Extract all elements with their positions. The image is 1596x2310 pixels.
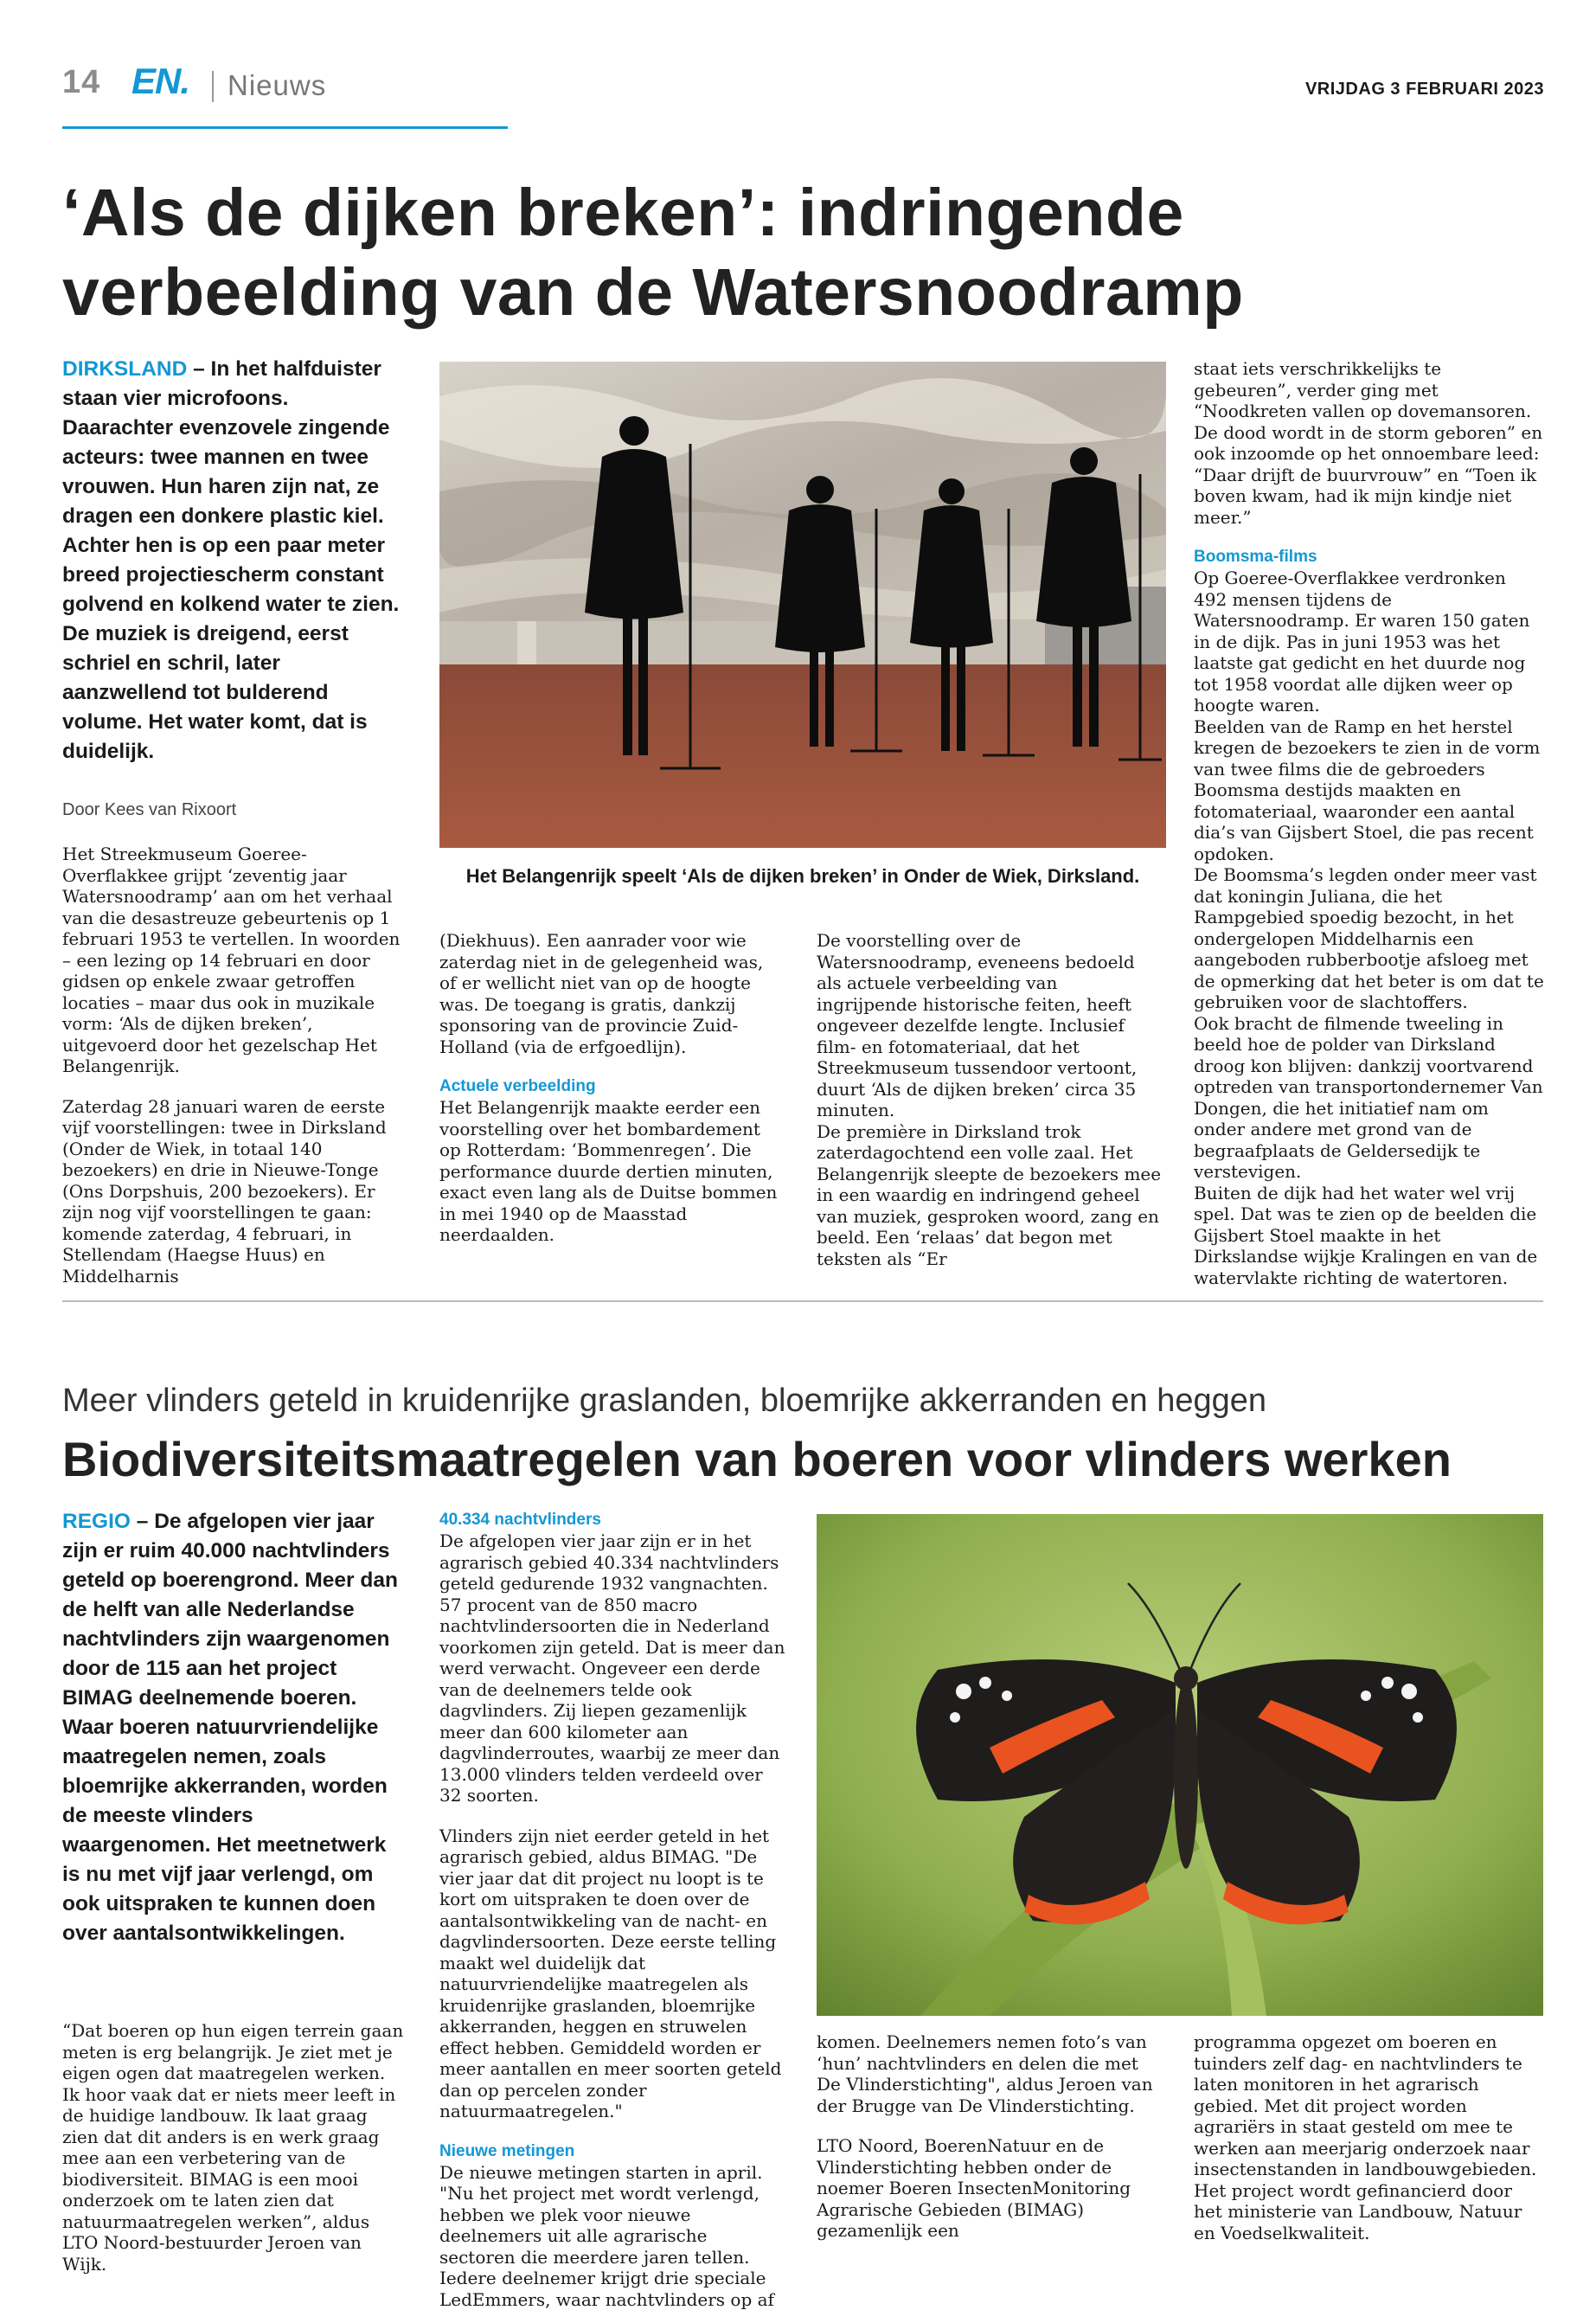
article1-paragraph: Beelden van de Ramp en het herstel kregen de bezoekers te zien in de vorm van twee films die de gebroeders Boomsma destijds maakten en fotomateriaal, waaronder een aantal dia’s van Gijsbert Stoel, die pas recent opdoken.: [1194, 716, 1544, 865]
article1-lead: [62, 355, 404, 767]
article2-paragraph: programma opgezet om boeren en tuinders zelf dag- en nachtvlinders te laten monitoren in het agrarisch gebied. Met dit project worden agrariërs in staat gesteld om mee te werken aan meerjarig onderzoek naar insectenstanden in landbouwgebieden. Het project wordt gefinancierd door het ministerie van Landbouw, Natuur en Voedselkwaliteit.: [1194, 2031, 1544, 2243]
article1-paragraph: Het Belangenrijk maakte eerder een voorstelling over het bombardement op Rotterdam: ‘Bommenregen’. Die performance duurde dertien minuten, exact even lang als de Duitse bommen in mei 1940 op de Maasstad neerdaalden.: [439, 1097, 785, 1246]
article2-paragraph: De afgelopen vier jaar zijn er in het agrarisch gebied 40.334 nachtvlinders geteld gedurende 1932 vangnachten. 57 procent van de 850 macro nachtvlindersoorten die in Nederland voorkomen zijn geteld. Dat is meer dan werd verwacht. Ongeveer een derde van de deelnemers telde ook dagvlinders. Zij liepen gezamenlijk meer dan 600 kilometer aan dagvlinderroutes, waarbij ze meer dan 13.000 vlinders telden verdeeld over 32 soorten.: [439, 1530, 785, 1806]
article1-paragraph: De Boomsma’s legden onder meer vast dat koningin Juliana, die het Rampgebied spoedig bezocht, in het ondergelopen Middelharnis een aangeboden rubberbootje afsloeg met de opmerking dat het beter is om dat te gebruiken voor de slachtoffers.: [1194, 864, 1544, 1013]
header-divider: [212, 71, 214, 102]
article2-paragraph: LTO Noord, BoerenNatuur en de Vlinderstichting hebben onder de noemer Boeren InsectenMonitoring Agrarische Gebieden (BIMAG) gezamenlijk een: [817, 2135, 1163, 2242]
article2-paragraph: “Dat boeren op hun eigen terrein gaan meten is erg belangrijk. Je ziet met je eigen ogen dat maatregelen werken. Ik hoor vaak dat er niets meer leeft in de huidige landbouw. Ik laat graag zien dat dit anders is en werk graag mee aan een verbetering van de biodiversiteit. BIMAG is een mooi onderzoek om te laten zien dat natuurmaatregelen werken”, aldus LTO Noord-bestuurder Jeroen van Wijk.: [62, 2020, 404, 2275]
header-accent-line: [62, 126, 508, 129]
article2-lead: [62, 1507, 404, 1948]
article1-paragraph: Zaterdag 28 januari waren de eerste vijf voorstellingen: twee in Dirksland (Onder de Wiek, in totaal 140 bezoekers) en drie in Nieuwe-Tonge (Ons Dorpshuis, 200 bezoekers). Er zijn nog vijf voorstellingen te gaan: komende zaterdag, 4 februari, in Stellendam (Haegse Huus) en Middelharnis: [62, 1096, 404, 1287]
article2-column-1: [62, 2020, 404, 2275]
article2-subheading: 40.334 nachtvlinders: [439, 1510, 785, 1530]
article1-subheading: Boomsma-films: [1194, 547, 1544, 568]
article2-dateline: REGIO: [62, 1510, 131, 1533]
article1-paragraph: Buiten de dijk had het water wel vrij spel. Dat was te zien op de beelden die Gijsbert Stoel maakte in het Dirkslandse wijkje Kralingen en van de watervlakte richting de watertoren.: [1194, 1183, 1544, 1289]
article2-subheading: Nieuwe metingen: [439, 2141, 785, 2162]
article1-subheading: Actuele verbeelding: [439, 1076, 785, 1097]
article1-headline: ‘Als de dijken breken’: indringende verbeelding van de Watersnoodramp: [62, 173, 1533, 332]
page-number: 14: [62, 64, 100, 101]
article1-photo: [439, 362, 1166, 848]
section-label: Nieuws: [228, 69, 326, 102]
publication-logo: EN.: [131, 61, 189, 102]
article2-headline: Biodiversiteitsmaatregelen van boeren voor vlinders werken: [62, 1431, 1452, 1487]
article1-photo-caption: Het Belangenrijk speelt ‘Als de dijken breken’ in Onder de Wiek, Dirksland.: [439, 865, 1166, 888]
article2-paragraph: De nieuwe metingen starten in april. "Nu het project met wordt verlengd, hebben we plek voor nieuwe deelnemers uit alle agrarische sectoren die meerdere jaren tellen. Iedere deelnemer krijgt drie speciale LedEmmers, waar nachtvlinders op af: [439, 2162, 785, 2310]
article1-paragraph: De voorstelling over de Watersnoodramp, eveneens bedoeld als actuele verbeelding van ingrijpende historische feiten, heeft ongeveer dezelfde lengte. Inclusief film- en fotomateriaal, dat het Streekmuseum tussendoor vertoont, duurt ‘Als de dijken breken’ circa 35 minuten.: [817, 930, 1163, 1121]
article1-paragraph: staat iets verschrikkelijks te gebeuren”, verder ging met “Noodkreten vallen op dovemansoren. De dood wordt in de storm geboren” en ook inzoomde op het onnoembare leed: “Daar drijft de buurvrouw” en “Toen ik boven kwam, had ik mijn kindje niet meer.”: [1194, 358, 1544, 528]
article2-pretitle: Meer vlinders geteld in kruidenrijke graslanden, bloemrijke akkerranden en heggen: [62, 1383, 1266, 1420]
article1-column-3: [817, 930, 1163, 1269]
article1-paragraph: (Diekhuus). Een aanrader voor wie zaterdag niet in de gelegenheid was, of er wellicht niet van op de hoogte was. De toegang is gratis, dankzij sponsoring van de provincie Zuid-Holland (via de erfgoedlijn).: [439, 930, 785, 1057]
article-divider: [62, 1300, 1543, 1302]
article1-paragraph: Ook bracht de filmende tweeling in beeld hoe de polder van Dirksland droog kon blijven: dankzij voortvarend optreden van transportondernemer Van Dongen, die het initiatief nam om onder andere met grond van de begraafplaats de Geldersedijk te verstevigen.: [1194, 1013, 1544, 1183]
article2-lead-text: – De afgelopen vier jaar zijn er ruim 40.000 nachtvlinders geteld op boerengrond. Meer dan de helft van alle Nederlandse nachtvlinders zijn waargenomen door de 115 aan het project BIMAG deelnemende boeren. Waar boeren natuurvriendelijke maatregelen nemen, zoals bloemrijke akkerranden, worden de meeste vlinders waargenomen. Het meetnetwerk is nu met vijf jaar verlengd, om ook uitspraken te kunnen doen over aantalsontwikkelingen.: [62, 1510, 398, 1945]
article1-paragraph: De première in Dirksland trok zaterdagochtend een volle zaal. Het Belangenrijk sleepte de bezoekers mee in een waardig en indringend geheel van muziek, gesproken woord, zang en beeld. Een ‘relaas’ dat begon met teksten als “Er: [817, 1121, 1163, 1270]
article1-paragraph: Op Goeree-Overflakkee verdronken 492 mensen tijdens de Watersnoodramp. Er waren 150 gaten in de dijk. Pas in juni 1953 was het laatste gat gedicht en het duurde nog tot 1958 voordat alle dijken weer op hoogte waren.: [1194, 568, 1544, 716]
article2-paragraph: Vlinders zijn niet eerder geteld in het agrarisch gebied, aldus BIMAG. "De vier jaar dat dit project nu loopt is te kort om uitspraken te doen over de aantalsontwikkeling van de nacht- en dagvlindersoorten. Deze eerste telling maakt wel duidelijk dat natuurvriendelijke maatregelen als kruidenrijke graslanden, bloemrijke akkerranden, heggen en struwelen effect hebben. Gemiddeld worden er meer aantallen en meer soorten geteld dan op percelen zonder natuurmaatregelen.": [439, 1826, 785, 2122]
article1-column-4: [1194, 358, 1544, 1288]
article2-column-2: [439, 1510, 785, 2310]
article1-column-1: [62, 844, 404, 1287]
article1-paragraph: Het Streekmuseum Goeree-Overflakkee grijpt ‘zeventig jaar Watersnoodramp’ aan om het verhaal van die desastreuze gebeurtenis op 1 februari 1953 te vertellen. In woorden – een lezing op 14 februari en door gidsen op enkele zwaar getroffen locaties – maar dus ook in muzikale vorm: ‘Als de dijken breken’, uitgevoerd door het gezelschap Het Belangenrijk.: [62, 844, 404, 1077]
article2-column-3: [817, 2031, 1163, 2242]
article2-butterfly-photo: [817, 1514, 1543, 2016]
article1-column-2: [439, 930, 785, 1246]
article1-dateline: DIRKSLAND: [62, 357, 187, 381]
article1-byline: Door Kees van Rixoort: [62, 800, 236, 820]
article1-lead-text: – In het halfduister staan vier microfoons. Daarachter evenzovele zingende acteurs: twee mannen en twee vrouwen. Hun haren zijn nat, ze dragen een donkere plastic kiel. Achter hen is op een paar meter breed projectiescherm constant golvend en kolkend water te zien. De muziek is dreigend, eerst schriel en schril, later aanzwellend tot bulderend volume. Het water komt, dat is duidelijk.: [62, 357, 399, 763]
article2-paragraph: komen. Deelnemers nemen foto’s van ‘hun’ nachtvlinders en delen die met De Vlinderstichting", aldus Jeroen van der Brugge van De Vlinderstichting.: [817, 2031, 1163, 2116]
issue-date: VRIJDAG 3 FEBRUARI 2023: [1305, 80, 1544, 99]
article2-column-4: [1194, 2031, 1544, 2243]
